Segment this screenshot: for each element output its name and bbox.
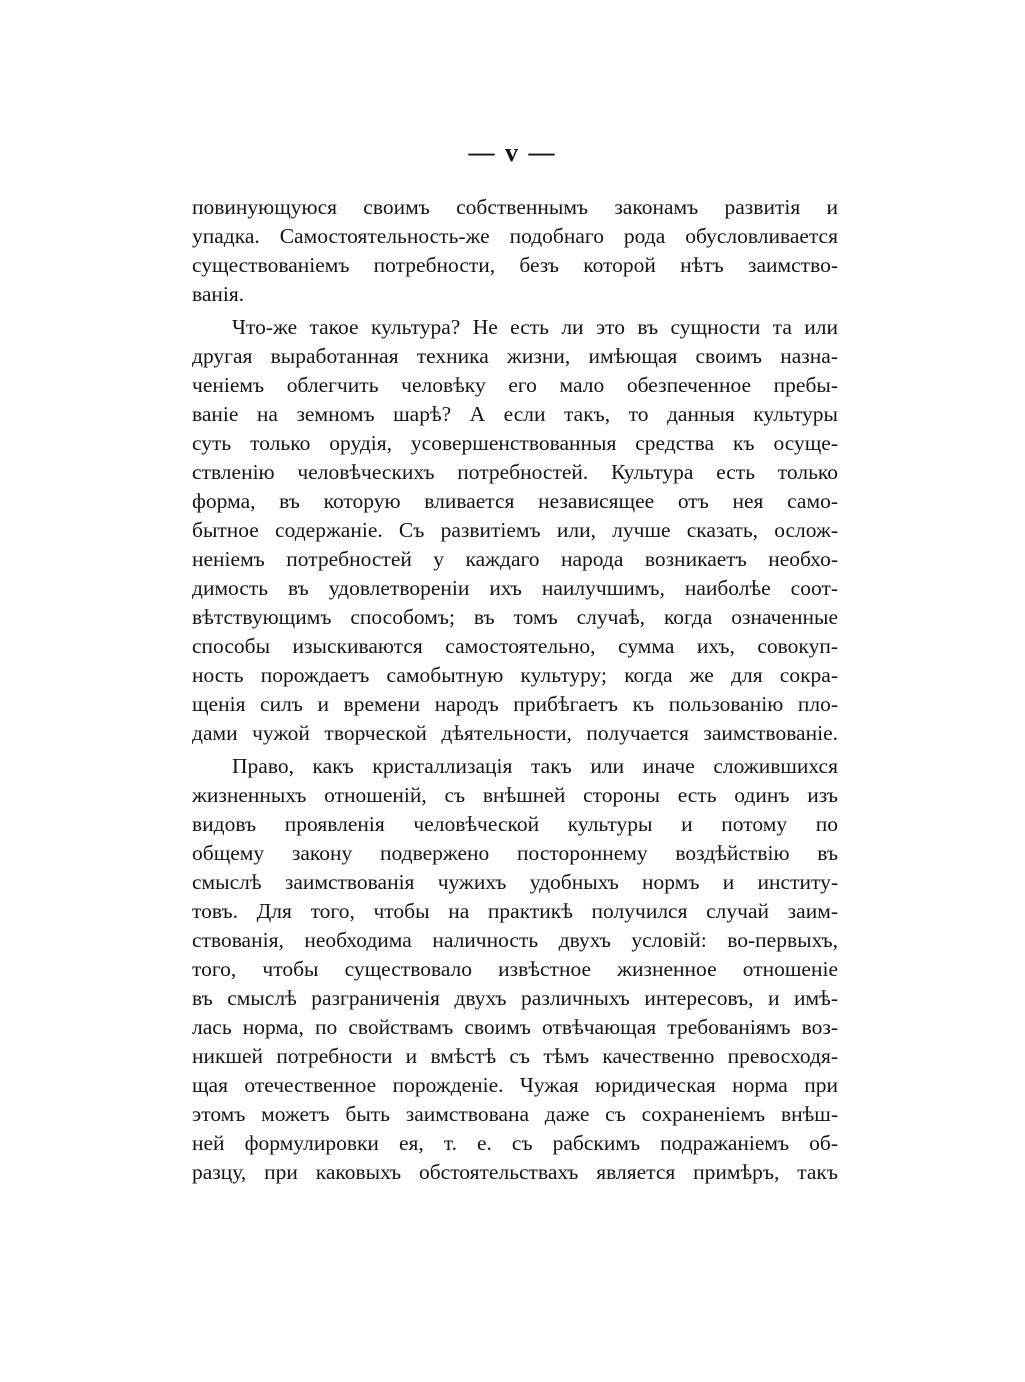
paragraph-1 bbox=[192, 193, 838, 309]
text-line: другая выработанная техника жизни, имѣющая своимъ назна- bbox=[192, 344, 838, 368]
text-line: повинующуюся своимъ собственнымъ законамъ развитія и bbox=[192, 195, 838, 219]
text-line: Право, какъ кристаллизація такъ или иначе сложившихся bbox=[232, 754, 838, 778]
body-text bbox=[192, 193, 838, 1187]
text-line: суть только орудія, усовершенствованныя средства къ осуще- bbox=[192, 431, 838, 455]
text-line: того, чтобы существовало извѣстное жизненное отношеніе bbox=[192, 957, 838, 981]
paragraph-3 bbox=[192, 752, 838, 1187]
text-line: видовъ проявленія человѣческой культуры и потому по bbox=[192, 812, 838, 836]
text-line: ченіемъ облегчить человѣку его мало обезпеченное пребы- bbox=[192, 373, 838, 397]
text-line: ствованія, необходима наличность двухъ условій: во-первыхъ, bbox=[192, 928, 838, 952]
text-line: щая отечественное порожденіе. Чужая юридическая норма при bbox=[192, 1073, 838, 1097]
text-line: способы изыскиваются самостоятельно, сумма ихъ, совокуп- bbox=[192, 634, 838, 658]
text-line: щенія силъ и времени народъ прибѣгаетъ къ пользованію пло- bbox=[192, 692, 838, 716]
text-line: ваніе на земномъ шарѣ? А если такъ, то данныя культуры bbox=[192, 402, 838, 426]
text-line: вѣтствующимъ способомъ; въ томъ случаѣ, когда означенные bbox=[192, 605, 838, 629]
text-line: неніемъ потребностей у каждаго народа возникаетъ необхо- bbox=[192, 547, 838, 571]
text-line: въ смыслѣ разграниченія двухъ различныхъ интересовъ, и имѣ- bbox=[192, 986, 838, 1010]
text-line: существованіемъ потребности, безъ которой нѣтъ заимство- bbox=[192, 253, 838, 277]
text-line: товъ. Для того, чтобы на практикѣ получился случай заим- bbox=[192, 899, 838, 923]
text-line: Что-же такое культура? Не есть ли это въ сущности та или bbox=[232, 315, 838, 339]
text-line: бытное содержаніе. Съ развитіемъ или, лучше сказать, ослож- bbox=[192, 518, 838, 542]
text-line: дами чужой творческой дѣятельности, получается заимствованіе. bbox=[192, 721, 838, 745]
text-line: этомъ можетъ быть заимствована даже съ сохраненіемъ внѣш- bbox=[192, 1102, 838, 1126]
text-line: никшей потребности и вмѣстѣ съ тѣмъ качественно превосходя- bbox=[192, 1044, 838, 1068]
text-line: димость въ удовлетвореніи ихъ наилучшимъ, наиболѣе соот- bbox=[192, 576, 838, 600]
text-line: жизненныхъ отношеній, съ внѣшней стороны есть одинъ изъ bbox=[192, 783, 838, 807]
text-line: форма, въ которую вливается независящее отъ нея само- bbox=[192, 489, 838, 513]
text-line: лась норма, по свойствамъ своимъ отвѣчающая требованіямъ воз- bbox=[192, 1015, 838, 1039]
text-line: ванія. bbox=[192, 282, 245, 306]
paragraph-2 bbox=[192, 313, 838, 748]
text-line: ней формулировки ея, т. е. съ рабскимъ подражаніемъ об- bbox=[192, 1131, 838, 1155]
text-line: разцу, при каковыхъ обстоятельствахъ является примѣръ, такъ bbox=[192, 1160, 838, 1184]
text-line: упадка. Самостоятельность-же подобнаго рода обусловливается bbox=[192, 224, 838, 248]
text-line: ствленію человѣческихъ потребностей. Культура есть только bbox=[192, 460, 838, 484]
page-header: — v — bbox=[468, 138, 557, 167]
text-line: смыслѣ заимствованія чужихъ удобныхъ нормъ и институ- bbox=[192, 870, 838, 894]
text-line: ность порождаетъ самобытную культуру; когда же для сокра- bbox=[192, 663, 838, 687]
text-line: общему закону подвержено постороннему воздѣйствію въ bbox=[192, 841, 838, 865]
